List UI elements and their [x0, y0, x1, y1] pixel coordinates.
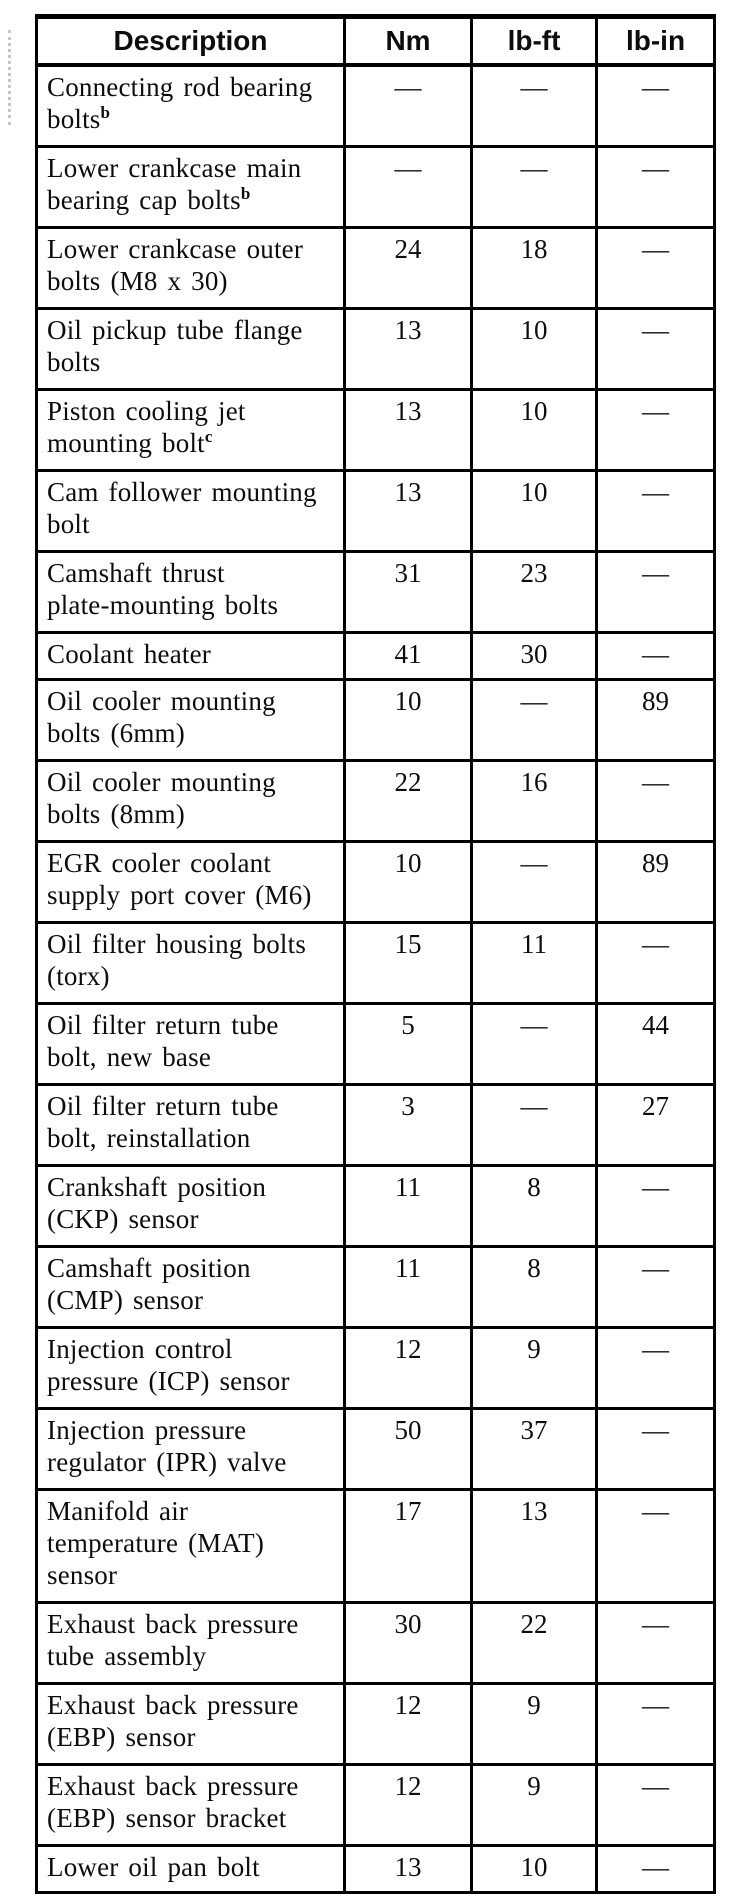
description-line: [47, 1365, 337, 1397]
nm-cell: 3: [345, 1085, 472, 1166]
description-text: pressure (ICP) sensor: [47, 1366, 290, 1396]
description-line: [47, 1414, 337, 1446]
description-cell: [37, 471, 345, 552]
nm-cell: 24: [345, 228, 472, 309]
description-text: Oil cooler mounting: [47, 767, 276, 797]
lb-in-cell: —: [597, 761, 715, 842]
description-text: Oil filter housing bolts: [47, 929, 307, 959]
description-text: Cam follower mounting: [47, 477, 317, 507]
lb-ft-cell: 37: [472, 1409, 597, 1490]
description-line: [47, 1802, 337, 1834]
description-line: [47, 1527, 337, 1559]
description-line: [47, 1640, 337, 1672]
description-cell: [37, 65, 345, 147]
table-row: [37, 228, 715, 309]
lb-in-cell: —: [597, 1247, 715, 1328]
table-row: [37, 680, 715, 761]
table-row: [37, 390, 715, 471]
description-cell: [37, 1409, 345, 1490]
description-text: (torx): [47, 961, 110, 991]
description-text: supply port cover (M6): [47, 880, 312, 910]
description-line: [47, 427, 337, 459]
description-line: [47, 1770, 337, 1802]
description-cell: [37, 552, 345, 633]
description-text: bolts: [47, 104, 101, 134]
description-line: [47, 1333, 337, 1365]
nm-cell: 13: [345, 390, 472, 471]
nm-cell: 15: [345, 923, 472, 1004]
lb-ft-cell: —: [472, 147, 597, 228]
description-text: Oil pickup tube flange: [47, 315, 303, 345]
description-cell: [37, 1603, 345, 1684]
description-line: [47, 1284, 337, 1316]
lb-ft-cell: 10: [472, 471, 597, 552]
description-line: [47, 152, 337, 184]
table-row: [37, 1765, 715, 1846]
lb-in-cell: —: [597, 552, 715, 633]
description-line: [47, 1446, 337, 1478]
description-line: [47, 1689, 337, 1721]
description-text: Lower oil pan bolt: [47, 1852, 260, 1882]
description-text: Coolant heater: [47, 639, 211, 669]
footnote-marker: b: [100, 103, 111, 122]
lb-ft-cell: 8: [472, 1247, 597, 1328]
description-line: [47, 346, 337, 378]
description-line: [47, 798, 337, 830]
description-text: bolts (8mm): [47, 799, 185, 829]
description-line: [47, 508, 337, 540]
description-text: mounting bolt: [47, 428, 205, 458]
description-line: [47, 103, 337, 135]
description-text: tube assembly: [47, 1641, 207, 1671]
table-row: [37, 552, 715, 633]
description-text: Lower crankcase main: [47, 153, 302, 183]
nm-cell: 50: [345, 1409, 472, 1490]
description-cell: [37, 923, 345, 1004]
description-cell: [37, 1490, 345, 1603]
column-header-lb-ft: lb-ft: [472, 17, 597, 66]
nm-cell: 41: [345, 633, 472, 680]
description-line: [47, 1559, 337, 1591]
description-cell: [37, 842, 345, 923]
column-header-description: Description: [37, 17, 345, 66]
lb-in-cell: —: [597, 1166, 715, 1247]
description-text: Oil filter return tube: [47, 1010, 279, 1040]
description-line: [47, 314, 337, 346]
lb-in-cell: —: [597, 471, 715, 552]
description-line: [47, 1009, 337, 1041]
nm-cell: 12: [345, 1684, 472, 1765]
lb-ft-cell: 11: [472, 923, 597, 1004]
table-row: [37, 633, 715, 680]
description-text: Crankshaft position: [47, 1172, 267, 1202]
description-text: Injection pressure: [47, 1415, 247, 1445]
nm-cell: 13: [345, 309, 472, 390]
lb-ft-cell: 30: [472, 633, 597, 680]
lb-in-cell: 89: [597, 680, 715, 761]
description-line: [47, 638, 337, 670]
lb-ft-cell: 18: [472, 228, 597, 309]
nm-cell: 12: [345, 1328, 472, 1409]
description-cell: [37, 1846, 345, 1893]
description-text: regulator (IPR) valve: [47, 1447, 287, 1477]
description-text: Oil filter return tube: [47, 1091, 279, 1121]
description-line: [47, 184, 337, 216]
table-row: [37, 761, 715, 842]
lb-ft-cell: —: [472, 65, 597, 147]
lb-ft-cell: 10: [472, 390, 597, 471]
lb-ft-cell: 9: [472, 1765, 597, 1846]
lb-in-cell: —: [597, 923, 715, 1004]
description-line: [47, 847, 337, 879]
table-row: [37, 1328, 715, 1409]
description-line: [47, 1495, 337, 1527]
description-cell: [37, 1684, 345, 1765]
lb-ft-cell: —: [472, 1004, 597, 1085]
description-cell: [37, 1085, 345, 1166]
lb-in-cell: —: [597, 1328, 715, 1409]
lb-in-cell: —: [597, 1490, 715, 1603]
lb-in-cell: 44: [597, 1004, 715, 1085]
torque-spec-table: [35, 14, 716, 1894]
description-line: [47, 1041, 337, 1073]
lb-ft-cell: 9: [472, 1328, 597, 1409]
lb-in-cell: —: [597, 65, 715, 147]
description-text: Manifold air: [47, 1496, 189, 1526]
description-line: [47, 1090, 337, 1122]
footnote-marker: c: [204, 427, 213, 446]
table-row: [37, 842, 715, 923]
column-header-nm: Nm: [345, 17, 472, 66]
table-row: [37, 1085, 715, 1166]
lb-ft-cell: 9: [472, 1684, 597, 1765]
description-text: temperature (MAT): [47, 1528, 265, 1558]
lb-in-cell: —: [597, 228, 715, 309]
description-cell: [37, 680, 345, 761]
lb-ft-cell: 13: [472, 1490, 597, 1603]
nm-cell: 13: [345, 1846, 472, 1893]
table-row: [37, 1490, 715, 1603]
table-row: [37, 1846, 715, 1893]
nm-cell: 10: [345, 680, 472, 761]
description-line: [47, 395, 337, 427]
lb-ft-cell: —: [472, 680, 597, 761]
lb-in-cell: —: [597, 1846, 715, 1893]
description-text: Injection control: [47, 1334, 233, 1364]
description-line: [47, 879, 337, 911]
lb-in-cell: 89: [597, 842, 715, 923]
description-text: (EBP) sensor: [47, 1722, 196, 1752]
nm-cell: 22: [345, 761, 472, 842]
description-text: EGR cooler coolant: [47, 848, 272, 878]
footnote-marker: b: [240, 184, 251, 203]
description-cell: [37, 1004, 345, 1085]
description-cell: [37, 1247, 345, 1328]
lb-ft-cell: —: [472, 1085, 597, 1166]
table-row: [37, 471, 715, 552]
description-line: [47, 1203, 337, 1235]
description-line: [47, 476, 337, 508]
description-line: [47, 1608, 337, 1640]
table-body: [37, 65, 715, 1893]
lb-ft-cell: 8: [472, 1166, 597, 1247]
nm-cell: —: [345, 65, 472, 147]
lb-ft-cell: 10: [472, 309, 597, 390]
description-cell: [37, 228, 345, 309]
nm-cell: 17: [345, 1490, 472, 1603]
description-line: [47, 766, 337, 798]
description-line: [47, 685, 337, 717]
description-text: Oil cooler mounting: [47, 686, 276, 716]
description-text: Lower crankcase outer: [47, 234, 304, 264]
description-text: bolt, new base: [47, 1042, 212, 1072]
scan-artifact-marks: [8, 30, 17, 125]
lb-in-cell: —: [597, 147, 715, 228]
description-text: (EBP) sensor bracket: [47, 1803, 287, 1833]
lb-in-cell: —: [597, 633, 715, 680]
table-row: [37, 1247, 715, 1328]
lb-ft-cell: 23: [472, 552, 597, 633]
description-text: bolts (6mm): [47, 718, 185, 748]
lb-in-cell: —: [597, 390, 715, 471]
description-text: Camshaft thrust: [47, 558, 225, 588]
table-row: [37, 1166, 715, 1247]
lb-in-cell: —: [597, 1765, 715, 1846]
description-cell: [37, 761, 345, 842]
description-text: Exhaust back pressure: [47, 1690, 299, 1720]
table-row: [37, 147, 715, 228]
description-cell: [37, 309, 345, 390]
description-text: Piston cooling jet: [47, 396, 246, 426]
nm-cell: 5: [345, 1004, 472, 1085]
description-line: [47, 960, 337, 992]
description-text: Exhaust back pressure: [47, 1609, 299, 1639]
lb-ft-cell: —: [472, 842, 597, 923]
description-line: [47, 1252, 337, 1284]
nm-cell: 13: [345, 471, 472, 552]
description-cell: [37, 1765, 345, 1846]
table-row: [37, 923, 715, 1004]
lb-ft-cell: 22: [472, 1603, 597, 1684]
nm-cell: 11: [345, 1247, 472, 1328]
lb-in-cell: —: [597, 1684, 715, 1765]
description-line: [47, 589, 337, 621]
lb-in-cell: 27: [597, 1085, 715, 1166]
description-cell: [37, 1166, 345, 1247]
nm-cell: —: [345, 147, 472, 228]
table-row: [37, 1004, 715, 1085]
description-line: [47, 1171, 337, 1203]
header-row: [37, 17, 715, 66]
description-text: bolt, reinstallation: [47, 1123, 251, 1153]
table-row: [37, 1409, 715, 1490]
lb-in-cell: —: [597, 309, 715, 390]
nm-cell: 30: [345, 1603, 472, 1684]
description-line: [47, 71, 337, 103]
description-text: bolt: [47, 509, 90, 539]
nm-cell: 12: [345, 1765, 472, 1846]
description-line: [47, 265, 337, 297]
description-text: Connecting rod bearing: [47, 72, 313, 102]
table-row: [37, 1684, 715, 1765]
lb-ft-cell: 16: [472, 761, 597, 842]
description-line: [47, 557, 337, 589]
nm-cell: 31: [345, 552, 472, 633]
description-line: [47, 233, 337, 265]
description-cell: [37, 390, 345, 471]
description-line: [47, 1851, 337, 1883]
description-text: Exhaust back pressure: [47, 1771, 299, 1801]
description-cell: [37, 147, 345, 228]
table-row: [37, 65, 715, 147]
nm-cell: 11: [345, 1166, 472, 1247]
description-line: [47, 1721, 337, 1753]
description-line: [47, 928, 337, 960]
nm-cell: 10: [345, 842, 472, 923]
table-row: [37, 309, 715, 390]
description-text: plate-mounting bolts: [47, 590, 279, 620]
description-text: sensor: [47, 1560, 118, 1590]
lb-ft-cell: 10: [472, 1846, 597, 1893]
description-text: bolts: [47, 347, 101, 377]
description-cell: [37, 633, 345, 680]
description-text: bearing cap bolts: [47, 185, 241, 215]
description-text: (CKP) sensor: [47, 1204, 199, 1234]
lb-in-cell: —: [597, 1603, 715, 1684]
description-text: (CMP) sensor: [47, 1285, 204, 1315]
lb-in-cell: —: [597, 1409, 715, 1490]
description-line: [47, 717, 337, 749]
description-text: Camshaft position: [47, 1253, 251, 1283]
table-row: [37, 1603, 715, 1684]
description-line: [47, 1122, 337, 1154]
description-cell: [37, 1328, 345, 1409]
description-text: bolts (M8 x 30): [47, 266, 228, 296]
column-header-lb-in: lb-in: [597, 17, 715, 66]
